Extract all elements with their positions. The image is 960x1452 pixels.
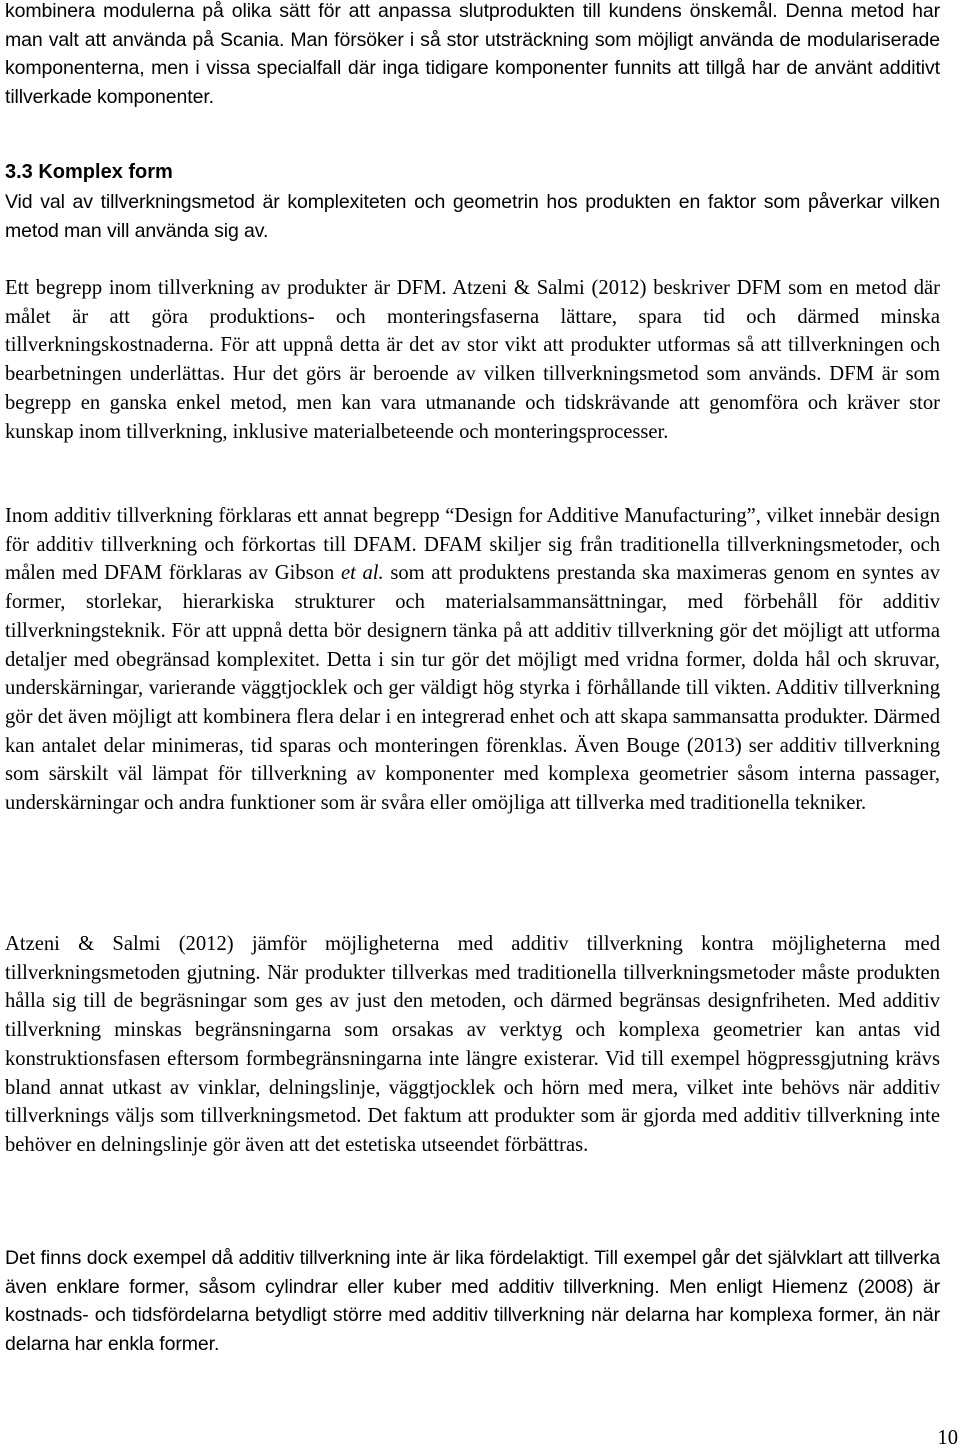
paragraph-dfam-italic: et al. [340, 562, 384, 585]
paragraph-tillverkningsmetod: Vid val av tillverkningsmetod är komplexiteten och geometrin hos produkten en faktor som påverkar vilken metod man vill använda sig av. [5, 191, 940, 242]
section-heading: 3.3 Komplex form [5, 161, 173, 183]
paragraph-dfam [5, 502, 940, 818]
paragraph-nackdelar: Det finns dock exempel då additiv tillverkning inte är lika fördelaktigt. Till exempel går det självklart att tillverka även enklare former, såsom cylindrar eller kuber med additiv tillverkning. Men enligt Hiemenz (2008) är kostnads- och tidsfördelarna betydligt större med additiv tillverkning när delarna har komplexa former, än när delarna har enkla former. [5, 1247, 940, 1356]
paragraph-gjutning: Atzeni & Salmi (2012) jämför möjligheterna med additiv tillverkning kontra möjligheterna med tillverkningsmetoden gjutning. När produkter tillverkas med traditionella tillverkningsmetoder måste produkten hålla sig till de begräsningar som ges av just den metoden, och därmed begränsas designfriheten. Med additiv tillverkning minskas begränsningarna som orsakas av verktyg och komplexa geometrier kan antas vid konstruktionsfasen eftersom formbegränsningarna inte längre existerar. Vid till exempel högpressgjutning krävs bland annat utkast av vinklar, delningslinje, väggtjocklek och hörn med mera, vilket inte behövs när additiv tillverknings väljs som tillverkningsmetod. Det faktum att produkter som är gjorda med additiv tillverkning inte behöver en delningslinje gör även att det estetiska utseendet förbättras. [5, 933, 940, 1156]
intro-paragraph: kombinera modulerna på olika sätt för att anpassa slutprodukten till kundens önskemål. Denna metod har man valt att använda på Scania. Man försöker i så stor utsträckning som möjligt använda de modulariserade komponenterna, men i vissa specialfall där inga tidigare komponenter funnits att tillgå har de använt additivt tillverkade komponenter. [5, 0, 940, 109]
paragraph-dfam-text-end: som att produktens prestanda ska maximeras genom en syntes av former, storlekar, hierarkiska strukturer och materialsammansättningar, med förbehåll för additiv tillverkningsteknik. För att uppnå detta bör designern tänka på att additiv tillverkning gör det möjligt att utforma detaljer med obegränsad komplexitet. Detta i sin tur gör det möjligt med vridna former, dolda hål och skruvar, underskärningar, varierande väggtjocklek och ger väldigt hög styrka i förhållande till vikten. Additiv tillverkning gör det även möjligt att kombinera flera delar i en integrerad enhet och att skapa sammansatta produkter. Därmed kan antalet delar minimeras, tid sparas och monteringen förenklas. Även Bouge (2013) ser additiv tillverkning som särskilt väl lämpat för tillverkning av komponenter med komplexa geometrier såsom interna passager, underskärningar och andra funktioner som är svåra eller omöjliga att tillverka med traditionella tekniker. [5, 562, 941, 815]
paragraph-dfam-text-start: Inom additiv tillverkning förklaras ett annat begrepp “Design for Additive Manufacturing”, vilket innebär design för additiv tillverkning och förkortas till DFAM. DFAM skiljer sig från traditionella tillverkningsmetoder, och målen med DFAM förklaras av Gibson [5, 505, 940, 585]
page-number: 10 [937, 1427, 958, 1449]
paragraph-dfm: Ett begrepp inom tillverkning av produkter är DFM. Atzeni & Salmi (2012) beskriver DFM som en metod där målet är att göra produktions- och monteringsfaserna lättare, spara tid och därmed minska tillverkningskostnaderna. För att uppnå detta är det av stor vikt att produkter utformas så att tillverkningen och bearbetningen underlättas. Hur det görs är beroende av vilken tillverkningsmetod som används. DFM är som begrepp en ganska enkel metod, men kan vara utmanande och tidskrävande att genomföra och kräver stor kunskap inom tillverkning, inklusive materialbeteende och monteringsprocesser. [5, 277, 940, 443]
